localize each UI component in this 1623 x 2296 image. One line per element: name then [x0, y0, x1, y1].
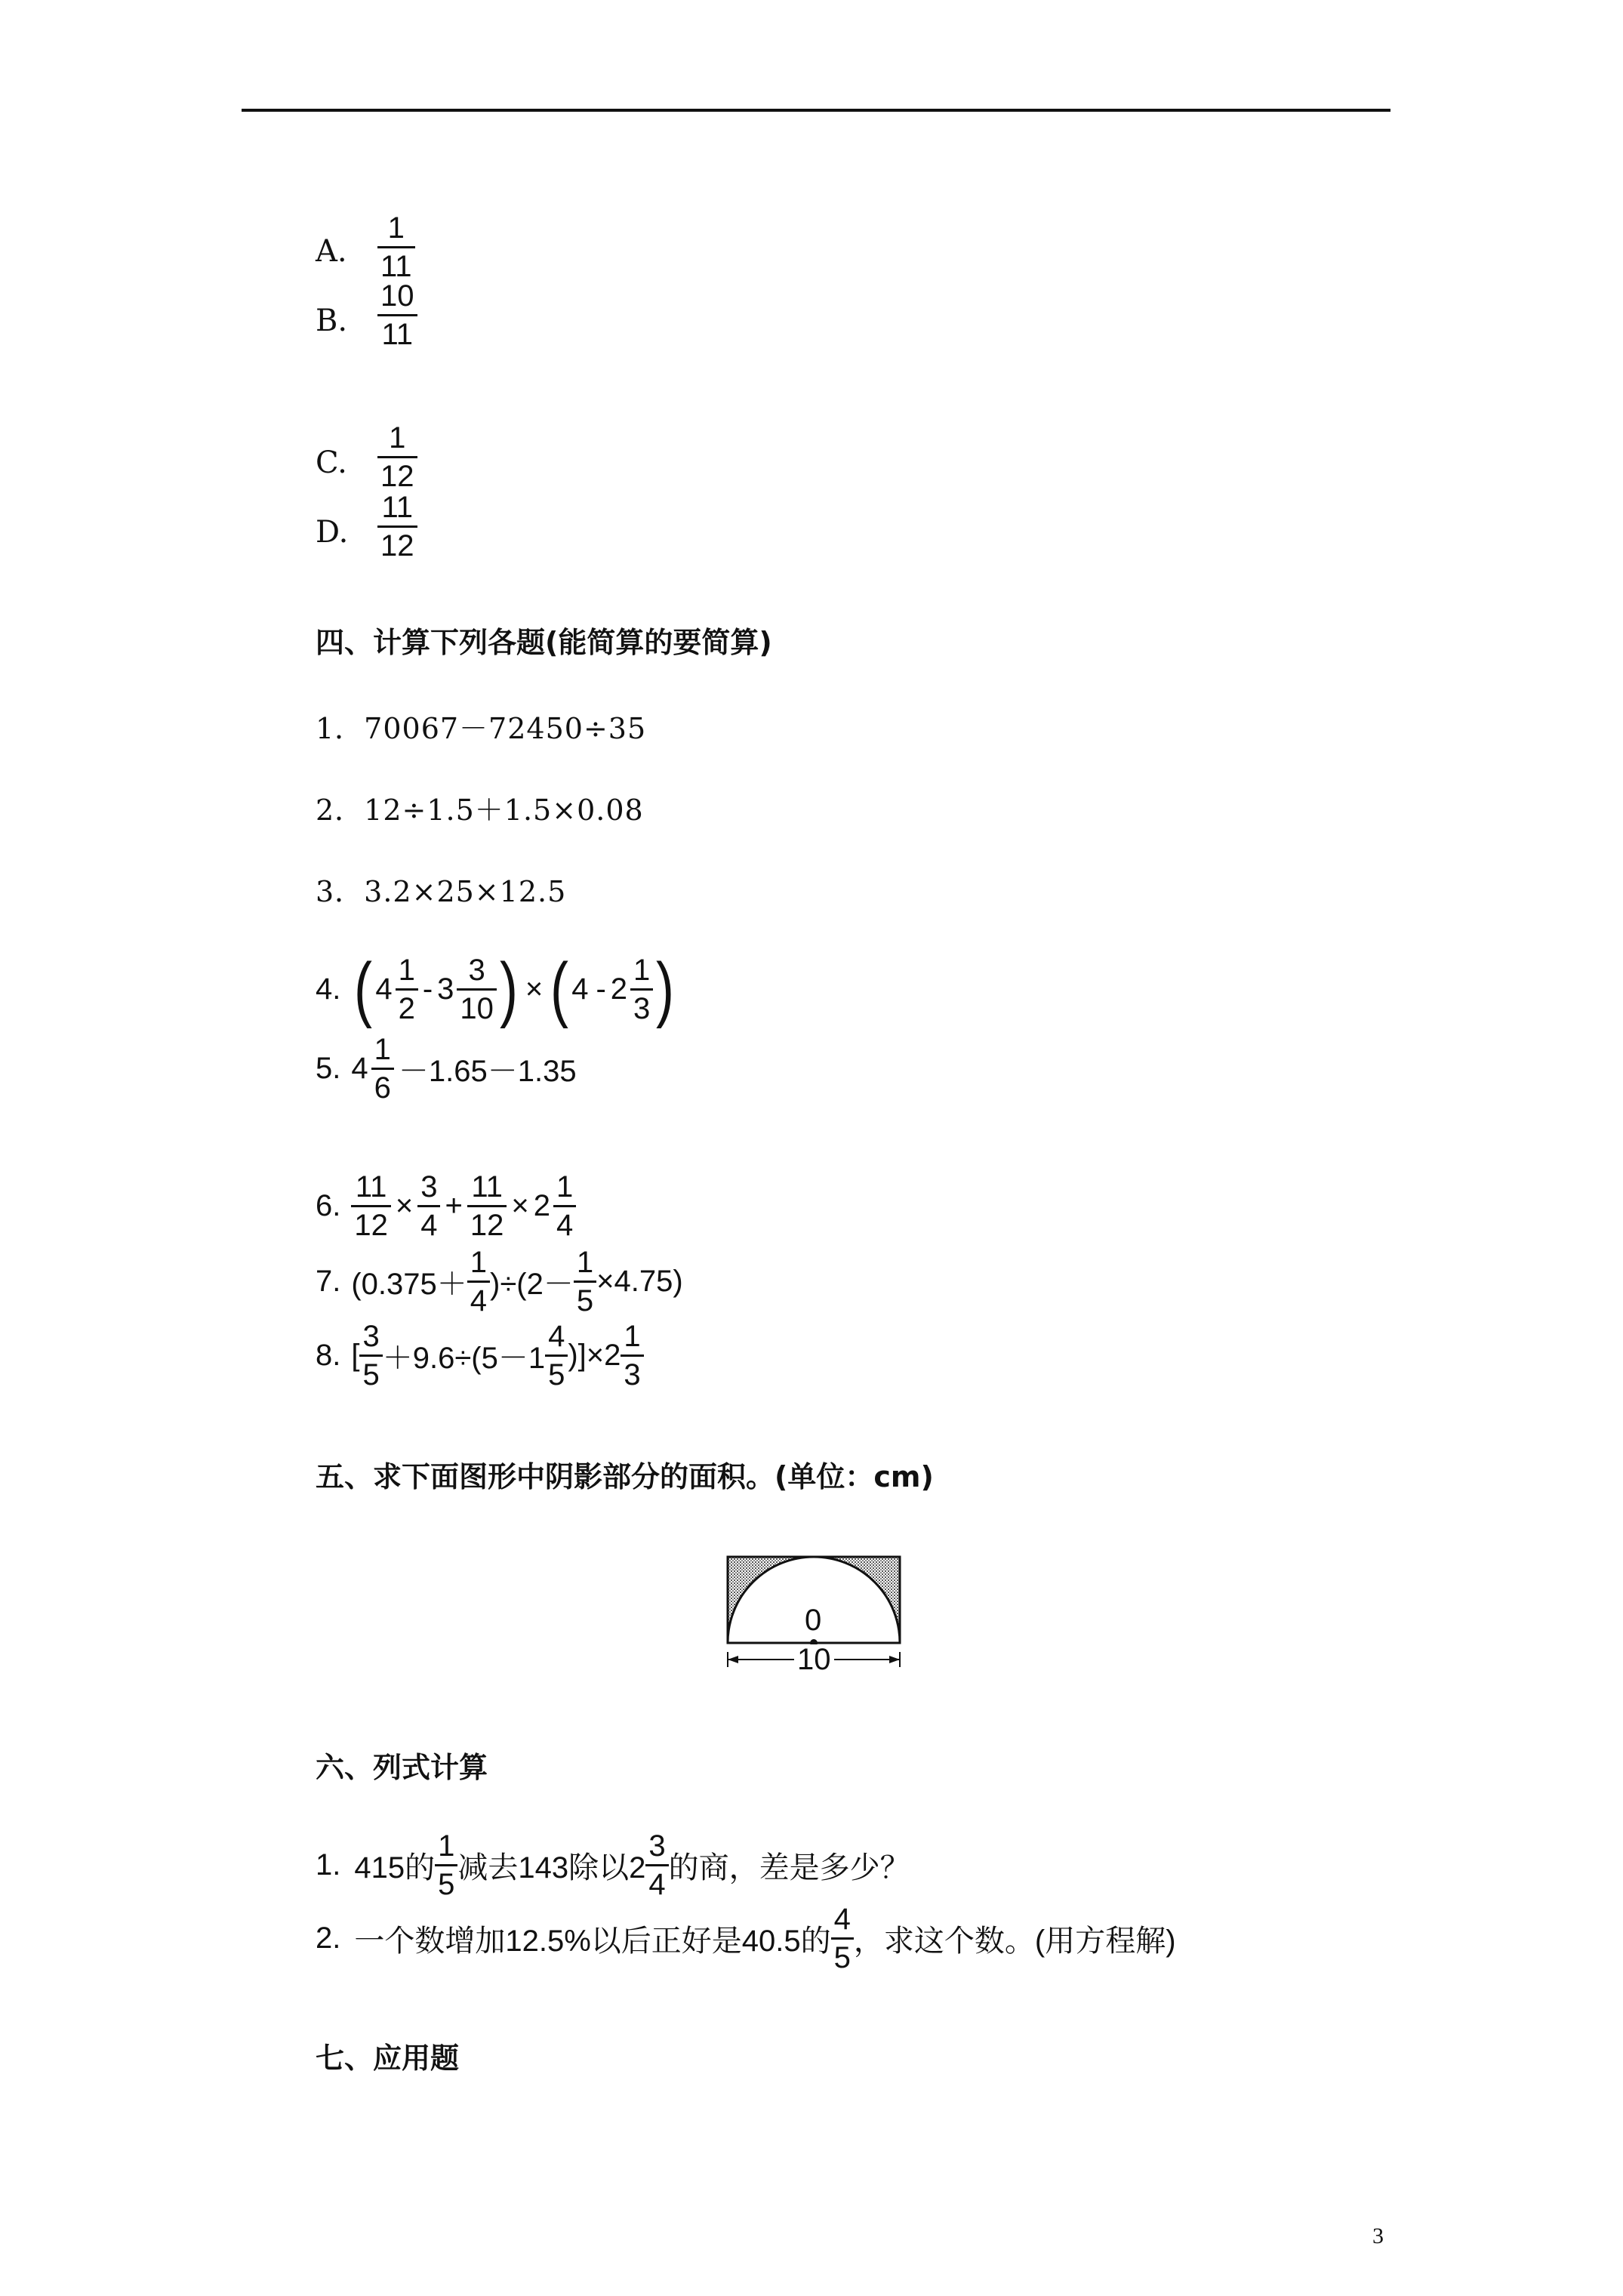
item-5-int: 4 — [351, 1052, 368, 1085]
q2-label: 2. — [316, 1922, 341, 1955]
item-4-d-int: 2 — [610, 972, 628, 1006]
q1-num1: 1 — [438, 1829, 455, 1863]
left-arrowhead — [728, 1656, 738, 1663]
option-d-fraction — [377, 492, 417, 561]
item-8-label: 8. — [316, 1339, 341, 1372]
item-8-num3: 1 — [624, 1320, 641, 1353]
option-b-numerator: 10 — [380, 279, 414, 313]
item-7-den1: 4 — [470, 1284, 488, 1318]
q1-den2: 4 — [648, 1868, 666, 1901]
q1-text-c: 的商，差是多少？ — [668, 1851, 910, 1885]
item-4-a-num: 1 — [398, 953, 415, 987]
semicircle-figure — [725, 1555, 906, 1676]
item-5-num: 1 — [374, 1033, 391, 1066]
q1-num2: 3 — [648, 1829, 666, 1863]
q1-text-a: 415的 — [354, 1851, 436, 1885]
item-6-label: 6. — [316, 1189, 341, 1222]
item-7-num1: 1 — [470, 1246, 488, 1279]
q2-text-b: ，求这个数。(用方程解) — [853, 1925, 1176, 1958]
item-6-m-int: 2 — [533, 1189, 550, 1222]
calc-item-4: 4. ( 4 $\frac{1}{2}$ - 3 $\frac{3}{10}$ ) × ( 4 - 2 $\frac{1}{3}$ ) — [316, 948, 675, 1029]
item-5-label: 5. — [316, 1052, 341, 1085]
option-c-denominator: 12 — [380, 460, 414, 493]
width-label: 10 — [794, 1644, 834, 1675]
section-7-title: 七、应用题 — [316, 2042, 460, 2075]
right-arrowhead — [889, 1656, 900, 1663]
option-c-fraction — [377, 423, 417, 492]
item-6-times2: × — [511, 1189, 529, 1222]
q1-text-b: 减去143除以2 — [457, 1851, 646, 1885]
item-6-f2-num: 3 — [420, 1170, 438, 1203]
item-7-num2: 1 — [576, 1246, 594, 1279]
header-rule — [242, 109, 1390, 112]
item-7-post: ×4.75) — [596, 1265, 683, 1298]
page-number: 3 — [1372, 2224, 1384, 2248]
q1-label: 1. — [316, 1848, 341, 1881]
calc-item-5 — [316, 1034, 577, 1103]
section-6-title: 六、列式计算 — [316, 1751, 488, 1784]
q1-den1: 5 — [438, 1868, 455, 1901]
option-c-letter: C. — [316, 445, 347, 480]
option-d-numerator: 11 — [381, 491, 414, 524]
expression-q2 — [316, 1904, 1176, 1973]
item-8-mid: ＋9.6÷(5－1 — [382, 1342, 546, 1375]
q2-num: 4 — [833, 1903, 851, 1936]
item-6-f3-den: 12 — [470, 1209, 504, 1242]
item-7-label: 7. — [316, 1265, 341, 1298]
option-a-denominator: 11 — [380, 250, 412, 283]
option-d-letter: D. — [316, 515, 349, 550]
item-5-rest: －1.65－1.35 — [398, 1055, 577, 1088]
option-d-denominator: 12 — [380, 529, 414, 562]
item-4-b-num: 3 — [468, 953, 485, 987]
item-4-d-num: 1 — [633, 953, 651, 987]
option-a-numerator: 1 — [387, 211, 405, 245]
item-6-f2-den: 4 — [420, 1209, 438, 1242]
q2-text-a: 一个数增加12.5%以后正好是40.5的 — [354, 1925, 831, 1958]
item-5-den: 6 — [374, 1071, 391, 1105]
item-7-mid: )÷(2－ — [490, 1268, 574, 1301]
q2-den: 5 — [833, 1941, 851, 1974]
item-7-pre: (0.375＋ — [351, 1268, 467, 1301]
item-6-times: × — [395, 1189, 414, 1222]
item-8-den2: 5 — [548, 1358, 565, 1391]
option-b-denominator: 11 — [381, 318, 414, 351]
expression-q1 — [316, 1831, 910, 1900]
item-4-a-int: 4 — [375, 972, 393, 1006]
item-4-minus: - — [422, 972, 433, 1006]
item-4-a-den: 2 — [398, 991, 415, 1025]
item-8-den3: 3 — [624, 1358, 641, 1391]
item-6-m-num: 1 — [556, 1170, 574, 1203]
item-4-minus2: - — [596, 972, 606, 1006]
item-6-f1-num: 11 — [355, 1170, 387, 1203]
item-4-label: 4. — [316, 972, 341, 1006]
item-6-f1-den: 12 — [354, 1209, 388, 1242]
item-8-num2: 4 — [548, 1320, 565, 1353]
item-6-m-den: 4 — [556, 1209, 574, 1242]
option-b-fraction — [377, 281, 417, 350]
option-a-fraction — [377, 213, 415, 282]
item-8-pre: [ — [351, 1339, 360, 1372]
item-8-den1: 5 — [362, 1358, 380, 1391]
calc-item-1: 1．70067－72450÷35 — [316, 712, 647, 745]
option-a-letter: A. — [316, 234, 347, 269]
section-5-title: 五、求下面图形中阴影部分的面积。(单位：cm) — [316, 1460, 934, 1493]
item-7-den2: 5 — [576, 1284, 594, 1318]
item-4-d-den: 3 — [633, 991, 651, 1025]
calc-item-6 — [316, 1172, 576, 1240]
section-4-title: 四、计算下列各题(能简算的要简算) — [316, 626, 772, 659]
item-4-b-int: 3 — [437, 972, 454, 1006]
item-4-c: 4 — [571, 972, 589, 1006]
option-c-numerator: 1 — [389, 421, 406, 455]
item-4-times: × — [525, 972, 544, 1006]
center-label: 0 — [805, 1604, 822, 1637]
calc-item-2: 2．12÷1.5＋1.5×0.08 — [316, 794, 644, 827]
calc-item-7 — [316, 1247, 683, 1316]
item-8-num1: 3 — [362, 1320, 380, 1353]
option-b-letter: B. — [316, 304, 348, 338]
item-4-b-den: 10 — [460, 991, 494, 1025]
item-6-f3-num: 11 — [471, 1170, 503, 1203]
calc-item-8 — [316, 1321, 644, 1390]
calc-item-3: 3．3.2×25×12.5 — [316, 875, 567, 908]
item-8-post: )]×2 — [568, 1339, 621, 1372]
item-6-plus: + — [445, 1189, 463, 1222]
